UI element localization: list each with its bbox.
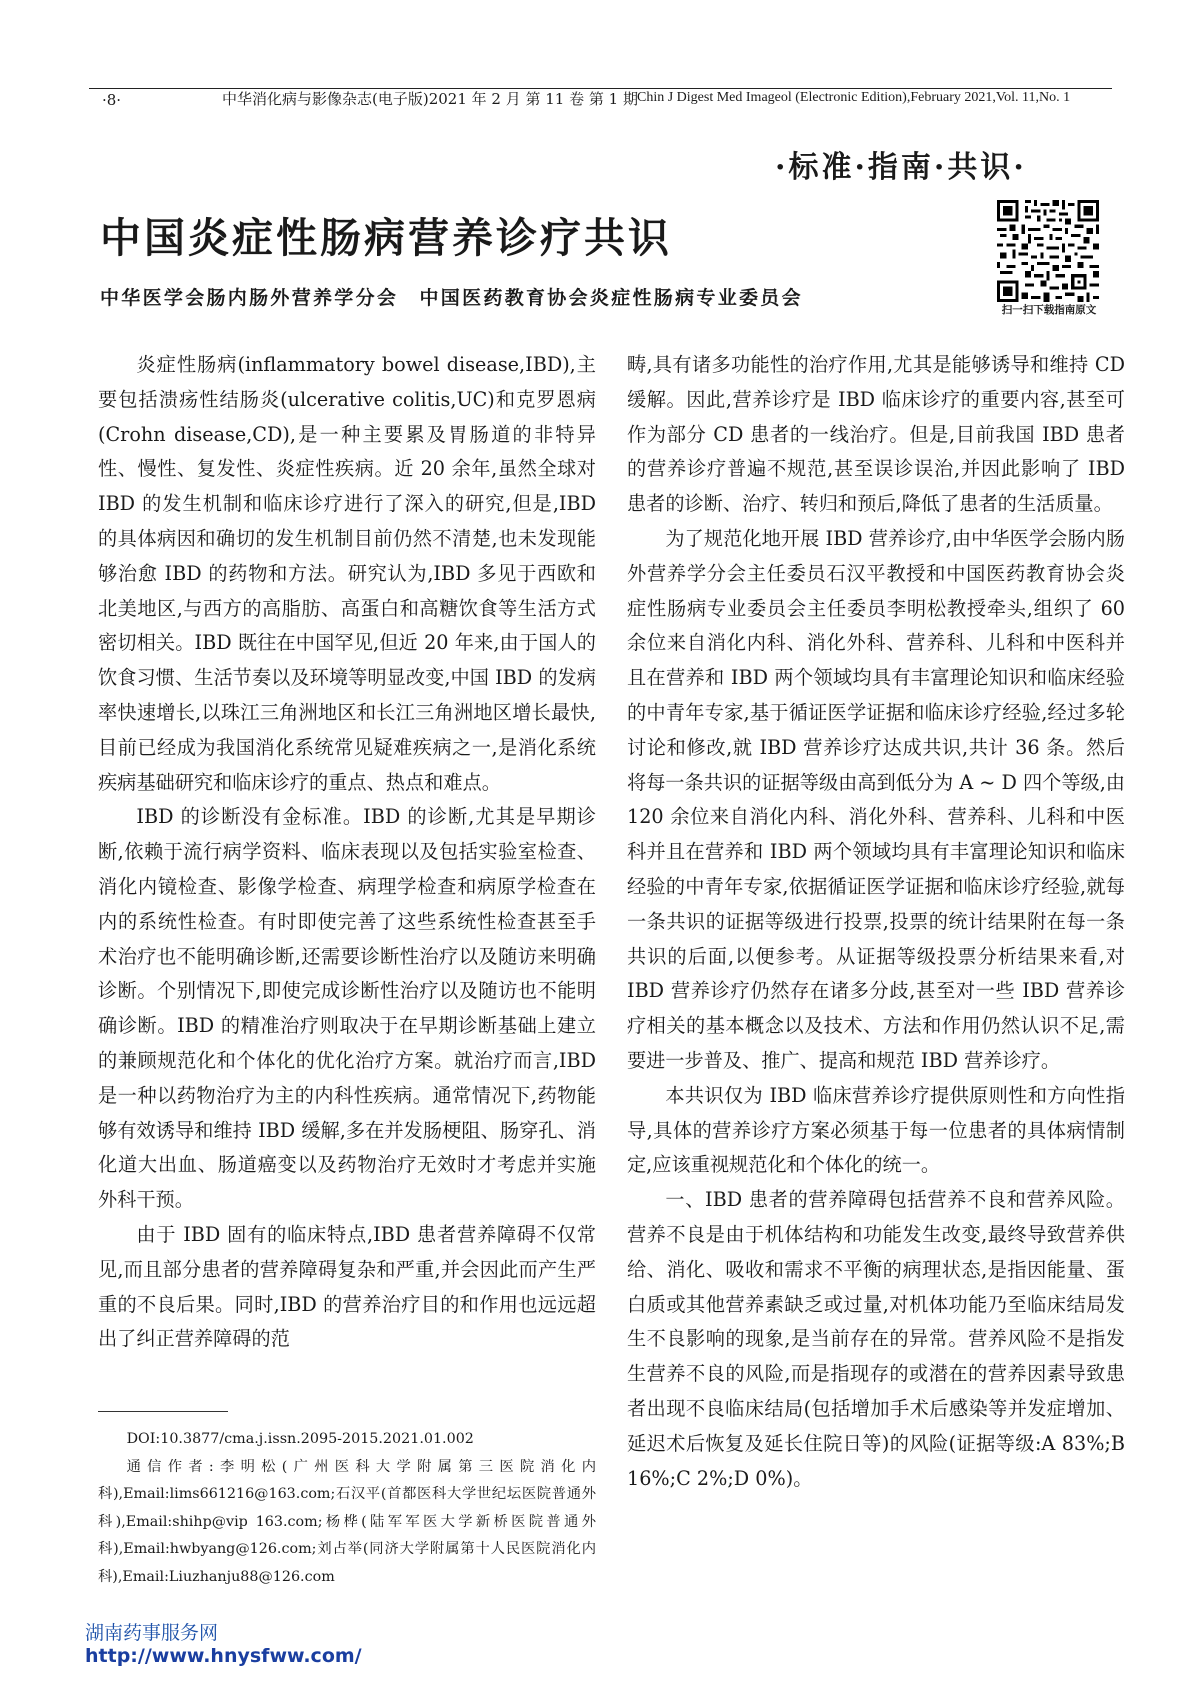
journal-header-cn: 中华消化病与影像杂志(电子版)2021 年 2 月 第 11 卷 第 1 期 — [222, 90, 638, 108]
footnote-rule — [98, 1411, 228, 1412]
correspondence-note: 通信作者:李明松(广州医科大学附属第三医院消化内科),Email:lims661216@163.com;石汉平(首都医科大学世纪坛医院普通外科),Email:shihp@vip 163.com;杨桦(陆军军医大学新桥医院普通外科),Email:hwbyang@126.com;刘占举(同济大学附属第十人民医院消化内科),Email:Liuzhanju88@126.com — [98, 1458, 596, 1585]
section-label: ·标准·指南·共识· — [775, 150, 1027, 185]
body-paragraph: 炎症性肠病(inflammatory bowel disease,IBD),主要包括溃疡性结肠炎(ulcerative colitis,UC)和克罗恩病(Crohn disease,CD),是一种主要累及胃肠道的非特异性、慢性、复发性、炎症性疾病。近 20 余年,虽然全球对 IBD 的发生机制和临床诊疗进行了深入的研究,但是,IBD 的具体病因和确切的发生机制目前仍然不清楚,也未发现能够治愈 IBD 的药物和方法。研究认为,IBD 多见于西欧和北美地区,与西方的高脂肪、高蛋白和高糖饮食等生活方式密切相关。IBD 既往在中国罕见,但近 20 年来,由于国人的饮食习惯、生活节奏以及环境等明显改变,中国 IBD 的发病率快速增长,以珠江三角洲地区和长江三角洲地区增长最快,目前已经成为我国消化系统常见疑难疾病之一,是消化系统疾病基础研究和临床诊疗的重点、热点和难点。 — [98, 353, 596, 794]
body-paragraph: 一、IBD 患者的营养障碍包括营养不良和营养风险。营养不良是由于机体结构和功能发生改变,最终导致营养供给、消化、吸收和需求不平衡的病理状态,是指因能量、蛋白质或其他营养素缺乏或过量,对机体功能乃至临床结局发生不良影响的现象,是当前存在的异常。营养风险不是指发生营养不良的风险,而是指现存的或潜在的营养因素导致患者出现不良临床结局(包括增加手术后感染等并发症增加、延迟术后恢复及延长住院日等)的风险(证据等级:A 83%;B 16%;C 2%;D 0%)。 — [627, 1188, 1125, 1490]
doi-line: DOI:10.3877/cma.j.issn.2095-2015.2021.01.002 — [126, 1431, 474, 1447]
left-column — [98, 348, 596, 1357]
body-paragraph-continued: 畴,具有诸多功能性的治疗作用,尤其是能够诱导和维持 CD 缓解。因此,营养诊疗是 IBD 临床诊疗的重要内容,甚至可作为部分 CD 患者的一线治疗。但是,目前我国 IBD 患者的营养诊疗普遍不规范,甚至误诊误治,并因此影响了 IBD 患者的诊断、治疗、转归和预后,降低了患者的生活质量。 — [627, 353, 1125, 516]
body-paragraph: IBD 的诊断没有金标准。IBD 的诊断,尤其是早期诊断,依赖于流行病学资料、临床表现以及包括实验室检查、消化内镜检查、影像学检查、病理学检查和病原学检查在内的系统性检查。有时即使完善了这些系统性检查甚至手术治疗也不能明确诊断,还需要诊断性治疗以及随访来明确诊断。个别情况下,即使完成诊断性治疗以及随访也不能明确诊断。IBD 的精准治疗则取决于在早期诊断基础上建立的兼顾规范化和个体化的优化治疗方案。就治疗而言,IBD 是一种以药物治疗为主的内科性疾病。通常情况下,药物能够有效诱导和维持 IBD 缓解,多在并发肠梗阻、肠穿孔、消化道大出血、肠道癌变以及药物治疗无效时才考虑并实施外科干预。 — [98, 805, 596, 1212]
body-paragraph: 由于 IBD 固有的临床特点,IBD 患者营养障碍不仅常见,而且部分患者的营养障碍复杂和严重,并会因此而产生严重的不良后果。同时,IBD 的营养治疗目的和作用也远远超出了纠正营养障碍的范 — [98, 1222, 596, 1351]
body-paragraph: 为了规范化地开展 IBD 营养诊疗,由中华医学会肠内肠外营养学分会主任委员石汉平教授和中国医药教育协会炎症性肠病专业委员会主任委员李明松教授牵头,组织了 60 余位来自消化内科、消化外科、营养科、儿科和中医科并且在营养和 IBD 两个领域均具有丰富理论知识和临床经验的中青年专家,基于循证医学证据和临床诊疗经验,经过多轮讨论和修改,就 IBD 营养诊疗达成共识,共计 36 条。然后将每一条共识的证据等级由高到低分为 A ~ D 四个等级,由 120 余位来自消化内科、消化外科、营养科、儿科和中医科并且在营养和 IBD 两个领域均具有丰富理论知识和临床经验的中青年专家,依据循证医学证据和临床诊疗经验,就每一条共识的证据等级进行投票,投票的统计结果附在每一条共识的后面,以便参考。从证据等级投票分析结果来看,对 IBD 营养诊疗仍然存在诸多分歧,甚至对一些 IBD 营养诊疗相关的基本概念以及技术、方法和作用仍然认识不足,需要进一步普及、推广、提高和规范 IBD 营养诊疗。 — [627, 526, 1125, 1072]
page-number: ·8· — [102, 91, 122, 109]
qr-code-icon[interactable] — [995, 200, 1101, 302]
body-paragraph: 本共识仅为 IBD 临床营养诊疗提供原则性和方向性指导,具体的营养诊疗方案必须基于每一位患者的具体病情制定,应该重视规范化和个体化的统一。 — [627, 1083, 1125, 1177]
journal-header-en: Chin J Digest Med Imageol (Electronic Edition),February 2021,Vol. 11,No. 1 — [637, 90, 1071, 105]
qr-caption: 扫一扫下载指南原文 — [1001, 304, 1097, 316]
article-authors: 中华医学会肠内肠外营养学分会 中国医药教育协会炎症性肠病专业委员会 — [100, 287, 803, 309]
article-title: 中国炎症性肠病营养诊疗共识 — [100, 214, 672, 262]
source-site-link[interactable]: http://www.hnysfww.com/ — [85, 1645, 362, 1667]
source-site-name: 湖南药事服务网 — [85, 1622, 219, 1644]
right-column — [627, 348, 1125, 1496]
footnotes — [98, 1426, 596, 1591]
